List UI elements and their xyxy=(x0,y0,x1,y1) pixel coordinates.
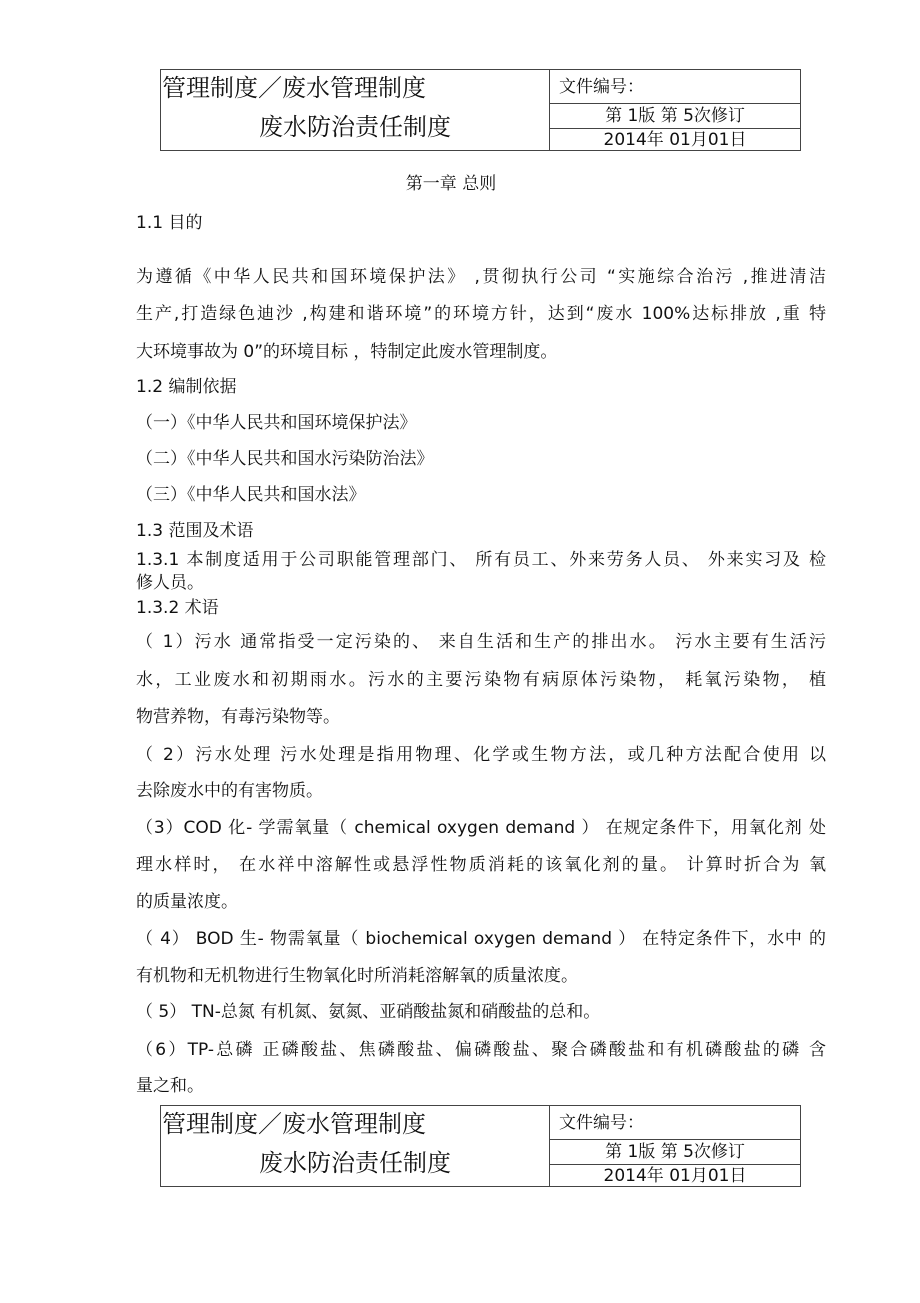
header-title: 管理制度／废水管理制度 xyxy=(162,1110,426,1138)
header-doc-name: 废水防治责任制度 xyxy=(259,1149,451,1177)
section-heading: 1.3.2 术语 xyxy=(136,598,219,618)
header-file-no: 文件编号： xyxy=(559,77,644,97)
header-file-no: 文件编号： xyxy=(559,1113,644,1133)
body-line: 的质量浓度。 xyxy=(136,892,238,912)
body-line: 生产,打造绿色迪沙 ,构建和谐环境”的环境方针，达到“废水 100%达标排放 ,重 特 xyxy=(136,304,826,324)
body-line: 大环境事故为 0”的环境目标 ，特制定此废水管理制度。 xyxy=(136,342,558,362)
header-date: 2014年 01月01日 xyxy=(603,130,747,150)
body-line: 物营养物，有毒污染物等。 xyxy=(136,707,340,727)
body-line: 去除废水中的有害物质。 xyxy=(136,781,323,801)
section-heading: 1.1 目的 xyxy=(136,213,203,233)
body-line: （6）TP-总磷 正磷酸盐、焦磷酸盐、偏磷酸盐、聚合磷酸盐和有机磷酸盐的磷 含 xyxy=(136,1040,826,1060)
body-line: 水，工业废水和初期雨水。污水的主要污染物有病原体污染物， 耗氧污染物， 植 xyxy=(136,670,826,690)
body-line: （ 2）污水处理 污水处理是指用物理、化学或生物方法，或几种方法配合使用 以 xyxy=(136,745,826,765)
list-item: （二）《中华人民共和国水污染防治法》 xyxy=(136,449,434,469)
body-line: 为遵循《中华人民共和国环境保护法》 ,贯彻执行公司 “实施综合治污 ,推进清洁 xyxy=(136,267,826,287)
header-version: 第 1版 第 5次修订 xyxy=(605,1142,745,1162)
body-line: 有机物和无机物进行生物氧化时所消耗溶解氧的质量浓度。 xyxy=(136,966,578,986)
header-version: 第 1版 第 5次修订 xyxy=(605,106,745,126)
body-line: 1.3.1 本制度适用于公司职能管理部门、 所有员工、外来劳务人员、 外来实习及 检 xyxy=(136,550,826,570)
header-table-top xyxy=(160,69,801,151)
list-item: （一）《中华人民共和国环境保护法》 xyxy=(136,413,417,433)
header-date: 2014年 01月01日 xyxy=(603,1166,747,1186)
header-title: 管理制度／废水管理制度 xyxy=(162,74,426,102)
body-line: 理水样时， 在水祥中溶解性或悬浮性物质消耗的该氧化剂的量。 计算时折合为 氧 xyxy=(136,855,826,875)
body-line: （ 1）污水 通常指受一定污染的、 来自生活和生产的排出水。 污水主要有生活污 xyxy=(136,632,826,652)
body-line: （ 4） BOD 生- 物需氧量（ biochemical oxygen demand ） 在特定条件下，水中 的 xyxy=(136,929,826,949)
section-heading: 1.3 范围及术语 xyxy=(136,521,254,541)
header-doc-name: 废水防治责任制度 xyxy=(259,113,451,141)
chapter-title: 第一章 总则 xyxy=(405,174,497,194)
body-line: 量之和。 xyxy=(136,1076,204,1096)
body-line: （3）COD 化- 学需氧量（ chemical oxygen demand ） 在规定条件下，用氧化剂 处 xyxy=(136,818,826,838)
list-item: （三）《中华人民共和国水法》 xyxy=(136,485,366,505)
section-heading: 1.2 编制依据 xyxy=(136,377,237,397)
header-table-bottom xyxy=(160,1105,801,1187)
body-line: （ 5） TN-总氮 有机氮、氨氮、亚硝酸盐氮和硝酸盐的总和。 xyxy=(136,1002,601,1022)
body-line: 修人员。 xyxy=(136,573,204,593)
